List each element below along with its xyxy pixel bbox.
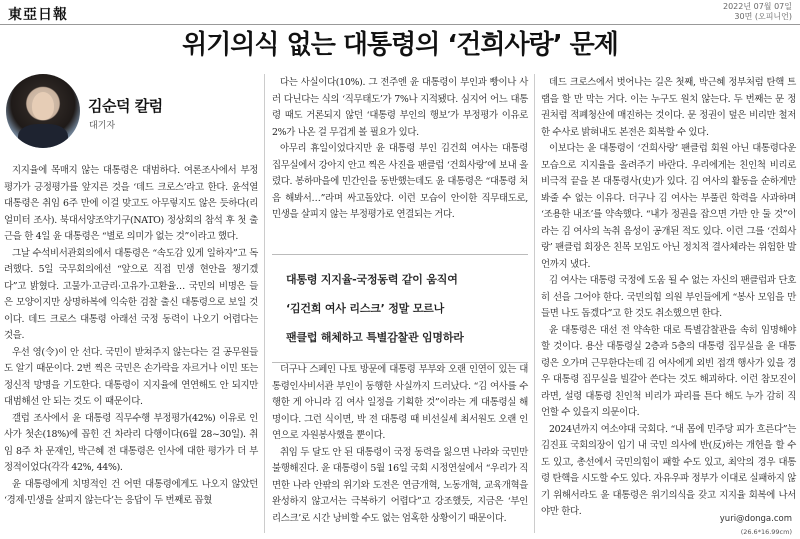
newspaper-masthead: 東亞日報 bbox=[8, 7, 68, 23]
clipping-size-note: (26.6*16.99cm) bbox=[740, 528, 792, 536]
paragraph: 윤 대통령은 대선 전 약속한 대로 특별감찰관을 속히 임명해야 할 것이다. 용산 대통령실 2층과 5층의 대통령 집무실을 윤 대통령은 오가며 근무한다는데 김 여사에게 외빈 접객 행사가 있을 경우 대통령 집무실을 빌갈아 쓴다는 것도 해괴하다. 이런 참모진이라면, 설령 대통령 친인척 비리가 파리를 튼다 해도 누가 감히 직언할 수 있을지 의문이다. bbox=[541, 324, 796, 418]
paragraph: 이보다는 윤 대통령이 ‘건희사랑’ 팬클럽 회원 아닌 대통령다운 모습으로 지지율을 올려주기 바란다. 우리에게는 친인척 비리로 비극적 끝을 본 대통령사(史)가 있다. 김 여사의 활동을 순하게만 봐줄 수 없는 이유다. 더구나 김 여사는 부풀린 학력을 사과하며 ‘조용한 내조’를 약속했다. “내가 정권을 잡으면 가만 안 둘 것”이라는 김 여사의 녹취 음성이 공개된 적도 있다. 이런 그를 ‘건희사랑’ 팬클럽 회장은 친목 모임도 아닌 정치적 결사체라는 위험한 발언까지 냈다. bbox=[541, 143, 796, 270]
column-divider bbox=[534, 74, 535, 533]
page-section: 30면 (오피니언) bbox=[734, 12, 792, 21]
paragraph: 우선 영(令)이 안 선다. 국민이 받쳐주지 않는다는 걸 공무원들도 알기 때문이다. 2번 찍은 국민은 손가락을 자르거나 이민 또는 정신적 망명을 기도한다. 대통령이 지지율에 연연해도 안 되지만 대범해선 안 되는 것도 이 때문이다. bbox=[4, 346, 258, 407]
paragraph: 데드 크로스에서 벗어나는 길은 첫째, 박근혜 정부처럼 탄핵 트랩을 할 만 막는 거다. 이는 누구도 원치 않는다. 두 번째는 문 정권처럼 적폐청산에 매진하는 것이다. 문 정권이 덮은 비리만 철저한 수사로 밝혀내도 본전은 회복할 수 있다. bbox=[541, 77, 796, 138]
article-column-1 bbox=[4, 163, 258, 510]
paragraph: 다는 사실이다(10%). 그 전주엔 윤 대통령이 부인과 빵이나 사러 다닌다는 식의 ‘직무태도’가 7%나 지적됐다. 심지어 어느 대통령 때도 거론되지 않던 ‘대통령 부인의 행보’가 부정평가 이유로 2%가 나온 걸 무겁게 볼 필요가 있다. bbox=[272, 77, 528, 138]
author-face bbox=[32, 92, 54, 120]
top-rule bbox=[0, 24, 800, 25]
paragraph: 김 여사는 대통령 국정에 도움 될 수 없는 자신의 팬클럽과 단호히 선을 그어야 한다. 국민의힘 의원 부인들에게 “봉사 모임을 만들면 나도 돕겠다”고 한 것도 취소했으면 한다. bbox=[541, 275, 796, 319]
article-headline: 위기의식 없는 대통령의 ‘건희사랑’ 문제 bbox=[182, 30, 618, 60]
paragraph: 윤 대통령에게 치명적인 건 어떤 대통령에게도 나오지 않았던 ‘경제·민생을 살피지 않는다’는 응답이 두 번째로 꼽혔 bbox=[4, 478, 258, 506]
dateline bbox=[723, 2, 792, 22]
paragraph: 2024년까지 여소야대 국회다. “내 몸에 민주당 피가 흐른다”는 김진표 국회의장이 입기 내 국민 의사에 반(反)하는 개헌을 할 수도 있고, 총선에서 국민의힘이 패할 수도 있고, 최악의 경우 대통령 탄핵을 시도할 수도 있다. 자유우파 정부가 이대로 실패하지 않기 위해서라도 윤 대통령은 위기의식을 갖고 지지율 회복에 나서야만 한다. bbox=[541, 423, 796, 517]
author-email[interactable]: yuri@donga.com bbox=[719, 514, 792, 524]
pull-quote bbox=[272, 254, 528, 363]
column-byline: 김순덕 칼럼 bbox=[88, 97, 163, 115]
author-title: 대기자 bbox=[89, 121, 116, 131]
article-column-2-top bbox=[272, 75, 528, 224]
pull-quote-line: ‘김건희 여사 리스크’ 정말 모르나 bbox=[286, 302, 445, 315]
author-photo bbox=[6, 74, 80, 148]
article-column-2-bottom bbox=[272, 362, 528, 527]
publish-date: 2022년 07월 07일 bbox=[723, 2, 792, 11]
article-column-3 bbox=[541, 75, 796, 521]
paragraph: 갤럽 조사에서 윤 대통령 직무수행 부정평가(42%) 이유로 인사가 첫손(18%)에 꼽힌 건 차라리 다행이다(6월 28~30일). 취임 8주 차 문재인, 박근혜 전 대통령은 인사에 대한 평가가 더 부정적이었다(각각 42%, 44%). bbox=[4, 412, 258, 473]
pull-quote-line: 팬클럽 해체하고 특별감찰관 임명하라 bbox=[286, 331, 464, 344]
paragraph: 취임 두 달도 안 된 대통령이 국정 동력을 잃으면 나라와 국민만 불행해진다. 윤 대통령이 5월 16일 국회 시정연설에서 “우리가 직면한 나라 안팎의 위기와 도전은 연금개혁, 노동개혁, 교육개혁을 완성하지 않고서는 극복하기 어렵다”고 강조했듯, 지금은 ‘부인 리스크’로 시간 낭비할 수도 없는 엄혹한 상황이기 때문이다. bbox=[272, 446, 528, 524]
paragraph: 그날 수석비서관회의에서 대통령은 “속도감 있게 일하자”고 독려했다. 5일 국무회의에선 “앞으로 직접 민생 현안을 챙기겠다”고 밝혔다. 고물가·고금리·고유가·고환율… 국민의 비명은 들은 모양이지만 상명하복에 익숙한 검찰 출신 대통령으로 보일 것이다. 데드 크로스 대통령 아래선 국정 동력이 나오기 어렵다는 것을. bbox=[4, 247, 258, 341]
paragraph: 지지율에 목매지 않는 대통령은 대범하다. 여론조사에서 부정평가가 긍정평가를 앞지른 것을 ‘데드 크로스’라고 한다. 윤석열 대통령은 취임 6주 만에 이걸 맞고도 아무렇지도 않은 듯하다(리얼미터 조사). 북대서양조약기구(NATO) 정상회의 참석 후 첫 출근을 한 4일 윤 대통령은 “별로 의미가 없는 것”이라고 했다. bbox=[4, 165, 258, 242]
author-shoulders bbox=[18, 124, 68, 148]
pull-quote-line: 대통령 지지율-국정동력 같이 움직여 bbox=[286, 273, 458, 286]
paragraph: 더구나 스페인 나토 방문에 대통령 부부와 오랜 인연이 있는 대통령인사비서관 부인이 동행한 사실까지 드러났다. “김 여사를 수행한 게 아니라 김 여사 일정을 기획한 것”이라는 게 대통령실 해명이다. 그런 식이면, 박 전 대통령 때 비선실세 최서원도 오랜 인연으로 자원봉사했을 뿐이다. bbox=[272, 364, 528, 441]
paragraph: 아무리 휴일이었다지만 윤 대통령 부인 김건희 여사는 대통령 집무실에서 강아지 안고 찍은 사진을 팬클럽 ‘건희사랑’에 보내 올렸다. 봉하마을에 민간인을 동반했는데도 윤 대통령은 “대통령 처음 해봐서…”라며 싸고돌았다. 이런 모습이 안이한 직무태도로, 민생을 살피지 않는 부정평가로 연결되는 거다. bbox=[272, 143, 528, 220]
column-divider bbox=[264, 74, 265, 533]
